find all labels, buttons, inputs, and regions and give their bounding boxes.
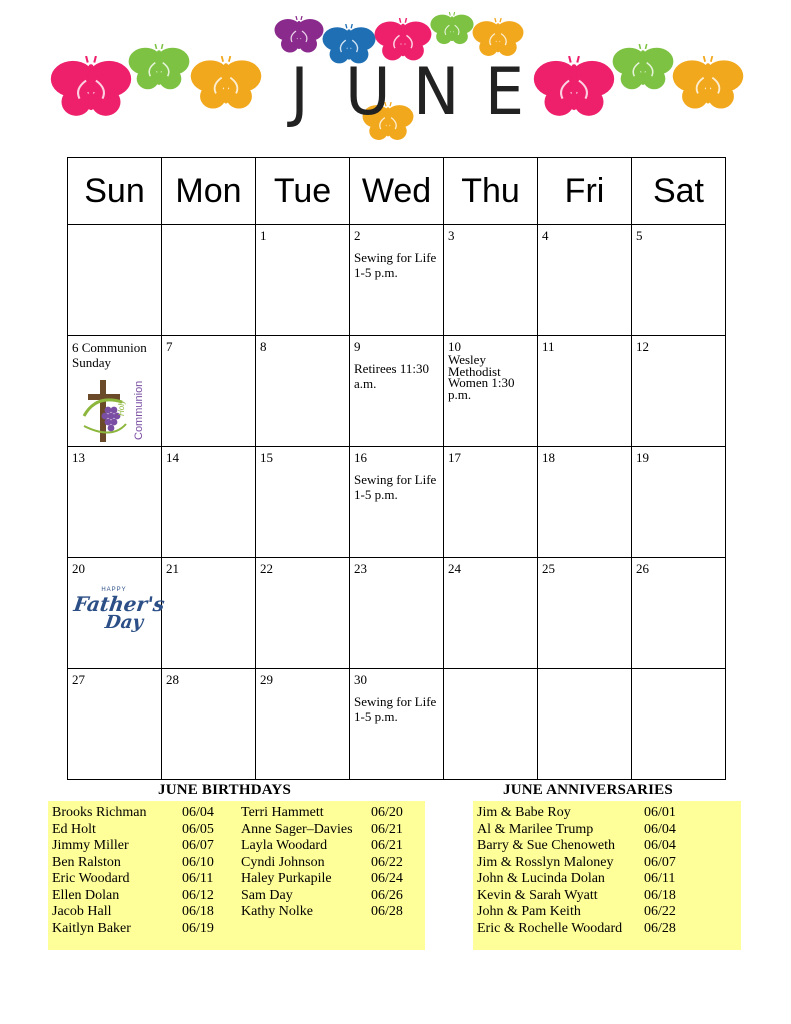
day-number: 25 [542,561,555,576]
weekday-tue: Tue [256,158,350,225]
day-cell [162,225,256,336]
day-cell [350,447,444,558]
fathers-day-image [72,586,167,648]
list-item-name: Kevin & Sarah Wyatt [477,887,598,903]
day-cell [256,558,350,669]
day-number: 6 Communion Sunday [72,340,147,370]
day-event: Retirees 11:30 a.m. [354,361,429,391]
title-letter: N [412,52,460,130]
day-event: Sewing for Life 1-5 p.m. [354,472,437,502]
day-cell [68,447,162,558]
day-cell [256,447,350,558]
day-cell [538,669,632,780]
fathers-day-day: Day [103,612,145,633]
day-cell [68,558,167,669]
day-cell [162,558,256,669]
list-item-name: Jim & Babe Roy [477,805,571,820]
day-number: 16 [354,450,367,465]
day-cell [632,558,726,669]
day-cell [350,336,444,447]
birthdays-title: JUNE BIRTHDAYS [158,782,292,798]
butterfly-icon [190,56,262,112]
day-number: 15 [260,450,273,465]
day-cell [538,225,632,336]
week-row [68,225,726,336]
day-number: 10 [448,339,461,354]
day-number: 13 [72,450,85,465]
list-item-name: Eric Woodard [52,871,130,886]
butterfly-icon [128,44,190,92]
list-item-date: 06/20 [371,805,403,820]
page-header [0,0,791,150]
day-number: 29 [260,672,273,687]
day-number: 21 [166,561,179,576]
day-cell [256,225,350,336]
day-number: 11 [542,339,555,354]
day-number: 14 [166,450,179,465]
day-number: 3 [448,228,455,243]
title-letter: E [484,52,525,130]
day-cell [68,336,162,447]
list-item-name: Ellen Dolan [52,887,120,903]
day-event: Wesley Methodist Women 1:30 p.m. [448,352,515,402]
title-letter: J [290,52,309,130]
communion-label-text: Communion [133,380,145,440]
week-row [68,336,726,447]
list-item-date: 06/21 [371,821,403,837]
title-letter: U [345,52,391,130]
day-number: 5 [636,228,643,243]
day-cell [256,336,350,447]
day-cell [444,225,538,336]
list-item-name: Kathy Nolke [241,904,313,919]
list-item-name: John & Pam Keith [477,904,581,919]
list-item-name: Kaitlyn Baker [52,920,131,936]
day-cell [632,336,726,447]
day-number: 23 [354,561,367,576]
day-number: 1 [260,228,267,243]
list-item-date: 06/18 [644,887,676,903]
list-item-date: 06/11 [644,871,676,886]
day-event: Sewing for Life 1-5 p.m. [354,250,437,280]
weekday-sat: Sat [632,158,726,225]
day-number: 18 [542,450,555,465]
day-cell [444,558,538,669]
day-cell [444,336,538,447]
fathers-day-father: Father's [72,592,167,616]
day-cell [350,669,444,780]
week-row [68,558,726,669]
day-number: 22 [260,561,273,576]
list-item-name: Jim & Rosslyn Maloney [477,854,614,870]
day-number: 4 [542,228,549,243]
butterfly-icon [50,56,132,120]
list-item-date: 06/07 [182,838,214,853]
list-item-name: Cyndi Johnson [241,854,325,870]
day-number: 8 [260,339,267,354]
list-item-name: Haley Purkapile [241,871,332,886]
day-number: 12 [636,339,649,354]
list-item-date: 06/04 [182,805,214,820]
butterfly-icon [274,16,324,55]
day-cell [162,669,256,780]
list-item-name: Sam Day [241,887,293,903]
list-item-date: 06/04 [644,821,676,837]
anniversaries-title: JUNE ANNIVERSARIES [503,782,673,798]
list-item-date: 06/22 [371,854,403,870]
day-number: 27 [72,672,85,687]
weekday-thu: Thu [444,158,538,225]
list-item-date: 06/10 [182,854,214,870]
weekday-fri: Fri [538,158,632,225]
day-cell [350,558,444,669]
butterfly-icon [612,44,674,92]
fathers-day-happy: HAPPY [101,587,127,593]
list-item-date: 06/26 [371,887,403,903]
list-item-name: Jacob Hall [52,904,112,919]
day-cell [256,669,350,780]
butterfly-icon [533,56,615,120]
calendar-grid [67,157,726,780]
list-item-name: Al & Marilee Trump [477,821,594,837]
day-number: 7 [166,339,173,354]
day-cell [632,225,726,336]
day-cell [68,225,162,336]
list-item-name: Jimmy Miller [52,838,129,853]
list-item-name: Eric & Rochelle Woodard [477,920,623,936]
weekday-sun: Sun [68,158,162,225]
list-item-name: Anne Sager–Davies [241,821,353,837]
list-item-date: 06/01 [644,805,676,820]
day-cell [632,669,726,780]
list-item-date: 06/28 [644,920,676,936]
day-number: 28 [166,672,179,687]
list-item-name: Ben Ralston [52,854,121,870]
weekday-mon: Mon [162,158,256,225]
weekday-header-row [68,158,726,225]
list-item-date: 06/07 [644,854,676,870]
weekday-wed: Wed [350,158,444,225]
day-number: 2 [354,228,361,243]
day-number: 20 [72,561,85,576]
list-item-name: Brooks Richman [52,805,147,820]
day-cell [68,669,162,780]
day-cell [632,447,726,558]
day-cell [350,225,444,336]
day-number: 9 [354,339,361,354]
day-number: 17 [448,450,461,465]
day-number: 19 [636,450,649,465]
day-cell [538,447,632,558]
list-item-date: 06/21 [371,838,403,853]
list-item-date: 06/24 [371,871,403,886]
day-cell [162,447,256,558]
list-item-date: 06/19 [182,920,214,936]
week-row [68,669,726,780]
day-cell [444,669,538,780]
list-item-name: John & Lucinda Dolan [477,871,605,886]
day-event: Sewing for Life 1-5 p.m. [354,694,437,724]
list-item-date: 06/18 [182,904,214,919]
day-cell [444,447,538,558]
day-cell [538,558,632,669]
day-number: 24 [448,561,461,576]
list-item-date: 06/04 [644,838,676,853]
week-row [68,447,726,558]
list-item-date: 06/22 [644,904,676,919]
day-number: 26 [636,561,649,576]
list-item-name: Layla Woodard [241,838,328,853]
month-title [272,52,532,130]
list-item-date: 06/11 [182,871,214,886]
day-cell [538,336,632,447]
day-number: 30 [354,672,367,687]
day-cell [162,336,256,447]
list-item-name: Terri Hammett [241,805,324,820]
holy-communion-image [82,376,152,444]
butterfly-icon [672,56,744,112]
list-item-date: 06/28 [371,904,403,919]
list-item-name: Barry & Sue Chenoweth [477,838,616,853]
communion-label-holy: Holy [117,399,126,416]
list-item-name: Ed Holt [52,821,96,837]
butterfly-icon [430,12,474,46]
list-item-date: 06/12 [182,887,214,903]
list-item-date: 06/05 [182,821,214,837]
